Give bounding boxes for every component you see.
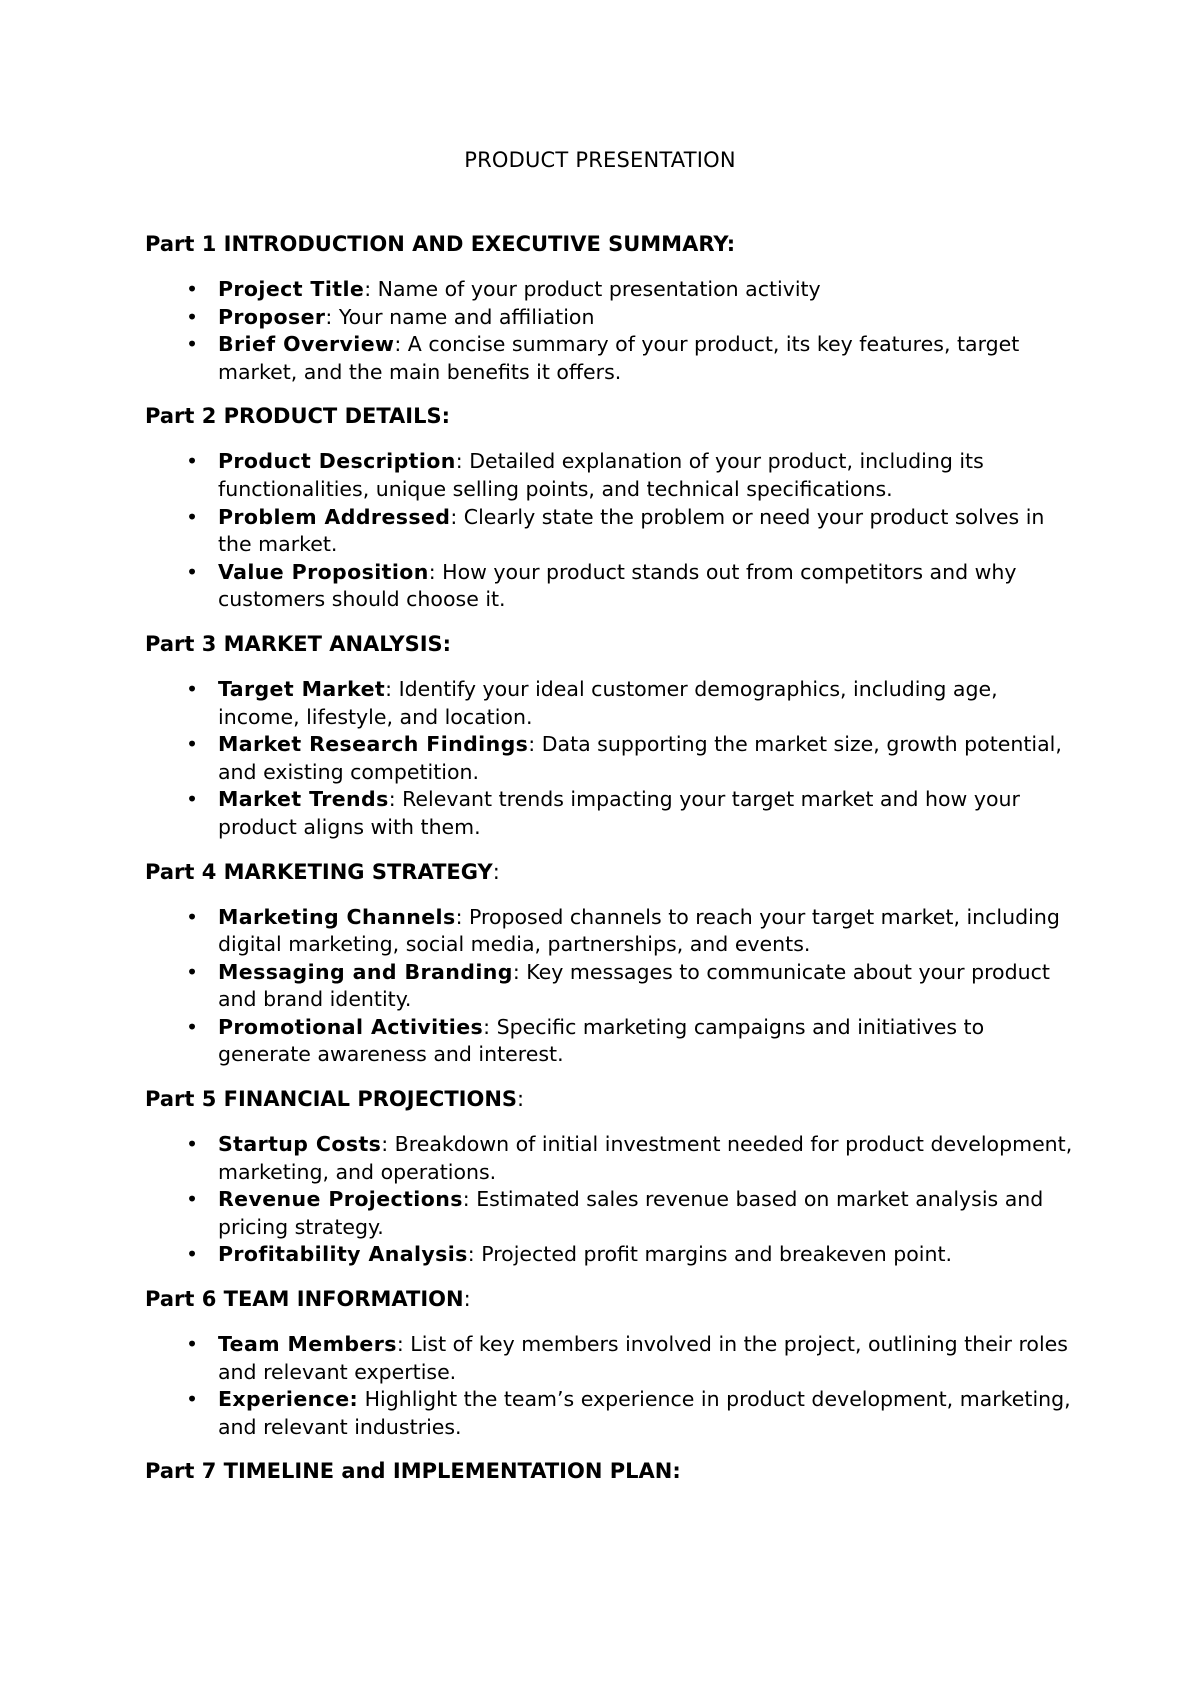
item-term: Messaging and Branding bbox=[218, 959, 513, 984]
section-heading-part-4 bbox=[145, 858, 1075, 886]
section-heading-suffix: : bbox=[492, 859, 500, 884]
item-description: : Detailed explanation of your product, including its functionalities, unique selling points, and technical specifications. bbox=[218, 449, 984, 501]
bullet-list bbox=[145, 276, 1075, 386]
item-description: Highlight the team’s experience in product development, marketing, and relevant industries. bbox=[218, 1387, 1071, 1439]
bullet-icon: • bbox=[185, 1332, 199, 1357]
list-item bbox=[145, 276, 1075, 304]
section-heading-text: Part 1 INTRODUCTION AND EXECUTIVE SUMMARY: bbox=[145, 232, 736, 256]
section-heading-part-3 bbox=[145, 630, 1075, 658]
bullet-icon: • bbox=[185, 1014, 199, 1039]
item-term: Problem Addressed bbox=[218, 504, 451, 529]
section-heading-text: Part 3 MARKET ANALYSIS: bbox=[145, 631, 452, 656]
bullet-icon: • bbox=[185, 559, 199, 584]
item-description: : Relevant trends impacting your target market and how your product aligns with them. bbox=[218, 787, 1020, 839]
bullet-icon: • bbox=[185, 959, 199, 984]
item-description: : Identify your ideal customer demographics, including age, income, lifestyle, and location. bbox=[218, 676, 998, 729]
item-description: : Estimated sales revenue based on market analysis and pricing strategy. bbox=[218, 1187, 1044, 1239]
list-item bbox=[145, 1131, 1075, 1186]
bullet-list bbox=[145, 1131, 1075, 1269]
item-term: Market Research Findings bbox=[218, 732, 529, 757]
bullet-icon: • bbox=[185, 504, 199, 529]
list-item bbox=[145, 304, 1075, 332]
bullet-icon: • bbox=[185, 1242, 199, 1267]
section-heading-text: Part 4 MARKETING STRATEGY bbox=[145, 859, 493, 884]
bullet-list bbox=[145, 448, 1075, 614]
list-item bbox=[145, 731, 1075, 786]
bullet-icon: • bbox=[185, 332, 199, 357]
list-item bbox=[145, 676, 1075, 731]
item-term: Profitability Analysis bbox=[218, 1242, 468, 1267]
bullet-icon: • bbox=[185, 1132, 199, 1157]
item-term: Startup Costs bbox=[218, 1132, 382, 1157]
bullet-list bbox=[145, 1331, 1075, 1441]
bullet-list bbox=[145, 676, 1075, 842]
item-description: : Proposed channels to reach your target market, including digital marketing, social media, partnerships, and events. bbox=[218, 904, 1060, 957]
item-term: Experience: bbox=[218, 1387, 359, 1412]
section-heading-text: Part 7 TIMELINE and IMPLEMENTATION PLAN: bbox=[145, 1459, 681, 1484]
section-heading-part-5 bbox=[145, 1085, 1075, 1113]
bullet-icon: • bbox=[185, 449, 199, 474]
item-term: Revenue Projections bbox=[218, 1187, 463, 1212]
section-heading-suffix: : bbox=[517, 1087, 525, 1112]
bullet-icon: • bbox=[185, 787, 199, 812]
item-description: : List of key members involved in the project, outlining their roles and relevant expertise. bbox=[218, 1332, 1068, 1384]
item-description: : Key messages to communicate about your product and brand identity. bbox=[218, 959, 1050, 1012]
list-item bbox=[145, 786, 1075, 841]
section-heading-suffix: : bbox=[463, 1287, 471, 1312]
section-heading-part-2 bbox=[145, 402, 1075, 430]
section-heading-text: Part 5 FINANCIAL PROJECTIONS bbox=[145, 1087, 518, 1112]
section-heading-part-6 bbox=[145, 1285, 1075, 1313]
section-heading-text: Part 2 PRODUCT DETAILS: bbox=[145, 404, 451, 429]
item-description: : Specific marketing campaigns and initiatives to generate awareness and interest. bbox=[218, 1014, 985, 1067]
list-item bbox=[145, 448, 1075, 503]
list-item bbox=[145, 1014, 1075, 1069]
list-item bbox=[145, 904, 1075, 959]
list-item bbox=[145, 559, 1075, 614]
section-heading-part-1 bbox=[145, 230, 1075, 258]
list-item bbox=[145, 1331, 1075, 1386]
item-term: Promotional Activities bbox=[218, 1014, 484, 1039]
list-item bbox=[145, 1186, 1075, 1241]
item-term: Brief Overview bbox=[218, 332, 395, 357]
item-description: : A concise summary of your product, its key features, target market, and the main benefits it offers. bbox=[218, 332, 1020, 384]
item-term: Product Description bbox=[218, 449, 456, 474]
section-heading-part-7 bbox=[145, 1457, 1075, 1485]
item-description: : Projected profit margins and breakeven point. bbox=[467, 1242, 953, 1267]
bullet-icon: • bbox=[185, 277, 199, 301]
list-item bbox=[145, 1386, 1075, 1441]
bullet-icon: • bbox=[185, 1387, 199, 1412]
item-term: Value Proposition bbox=[218, 559, 429, 584]
bullet-icon: • bbox=[185, 676, 199, 701]
item-description: : Name of your product presentation activity bbox=[364, 277, 821, 301]
item-term: Team Members bbox=[218, 1332, 397, 1357]
item-term: Target Market bbox=[218, 676, 386, 701]
item-description: : Breakdown of initial investment needed for product development, marketing, and operations. bbox=[218, 1132, 1073, 1184]
bullet-list bbox=[145, 904, 1075, 1070]
section-heading-text: Part 6 TEAM INFORMATION bbox=[145, 1287, 464, 1312]
bullet-icon: • bbox=[185, 304, 199, 329]
item-term: Marketing Channels bbox=[218, 904, 456, 929]
document-body bbox=[145, 230, 1075, 1503]
bullet-icon: • bbox=[185, 1187, 199, 1212]
list-item bbox=[145, 504, 1075, 559]
item-term: Market Trends bbox=[218, 787, 389, 812]
list-item bbox=[145, 1241, 1075, 1269]
list-item bbox=[145, 959, 1075, 1014]
item-term: Proposer bbox=[218, 304, 326, 329]
item-description: : Clearly state the problem or need your product solves in the market. bbox=[218, 504, 1045, 557]
bullet-icon: • bbox=[185, 732, 199, 757]
item-description: : How your product stands out from competitors and why customers should choose it. bbox=[218, 559, 1017, 612]
document-title: PRODUCT PRESENTATION bbox=[464, 148, 736, 172]
list-item bbox=[145, 331, 1075, 386]
item-description: : Your name and affiliation bbox=[325, 304, 595, 329]
bullet-icon: • bbox=[185, 904, 199, 929]
item-term: Project Title bbox=[218, 277, 365, 301]
item-description: : Data supporting the market size, growth potential, and existing competition. bbox=[218, 732, 1062, 784]
